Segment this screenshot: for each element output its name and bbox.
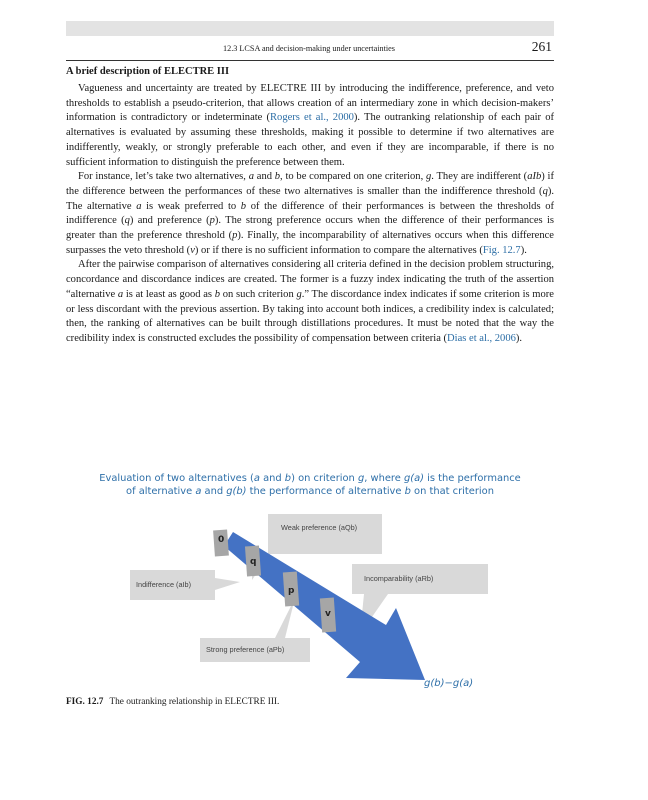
figure-caption-text: The outranking relationship in ELECTRE III. xyxy=(109,697,280,707)
axis-label: g(b)−g(a) xyxy=(424,678,474,689)
page-number: 261 xyxy=(531,39,552,54)
diagram-graphic xyxy=(120,510,520,700)
figure-title: Evaluation of two alternatives (a and b) on criterion g, where g(a) is the performance of alternative a and g(b) the performance of alternative b on that criterion xyxy=(99,473,521,497)
paragraph-3: After the pairwise comparison of alternatives considering all criteria defined in the decision problem structuring, concordance and discordance indices are created. The former is a fuzzy index indicating the truth of the assertion “alternative a is at least as good as b on such criterion g.” The discordance index indicates if some criterion is more or less discordant with the previous assertion. By taking into account both indices, a credibility index is calculated; then, the ranking of alternatives can be built through distillations procedures. It must be noted that the way the credibility index is constructed excludes the possibility of compensation between criteria (Dias et al., 2006). xyxy=(66,259,554,344)
callout-indifference: Indifference (aIb) xyxy=(136,580,192,589)
citation-dias[interactable]: Dias et al., 2006 xyxy=(447,332,516,344)
callout-strong: Strong preference (aPb) xyxy=(206,645,285,654)
paragraph-2: For instance, let’s take two alternatives, a and b, to be compared on one criterion, g. They are indifferent (aIb) if the difference between the performances of these two alternatives is smaller than the indifference threshold (q). The alternative a is weak preferred to b of the difference of their performances is between the thresholds of indifference (q) and preference (p). The strong preference occurs when the difference of their performances is greater than the preference threshold (p). Finally, the incomparability of alternatives occurs when this difference surpasses the veto threshold (v) or if there is no sufficient information to compare the alternatives (Fig. 12.7). xyxy=(66,171,554,256)
threshold-p: p xyxy=(288,586,295,596)
section-heading: A brief description of ELECTRE III xyxy=(66,66,230,77)
outranking-diagram xyxy=(120,510,520,700)
figure-caption xyxy=(66,697,279,707)
running-head xyxy=(66,39,552,56)
callout-weak: Weak preference (aQb) xyxy=(281,523,358,532)
citation-rogers[interactable]: Rogers et al., 2000 xyxy=(270,112,354,124)
figure-number: FIG. 12.7 xyxy=(66,697,104,707)
citation-fig[interactable]: Fig. 12.7 xyxy=(482,244,521,256)
paragraph-1: Vagueness and uncertainty are treated by ELECTRE III by introducing the indifference, preference, and veto thresholds to establish a pseudo-criterion, that allows creation of an intermediary zone in which decision-makers’ information is contradictory or indeterminate (Rogers et al., 2000). The outranking relationship of each pair of alternatives is evaluated by assuming these thresholds, making it possible to determine if two alternatives are indifferently, weakly, or strongly preferable to each other, and even if they are incomparable, if there is no sufficient information to distinguish the preference between them. xyxy=(66,83,554,168)
threshold-zero: 0 xyxy=(218,535,225,545)
threshold-v: v xyxy=(325,609,331,619)
body-text xyxy=(66,82,554,347)
running-title: 12.3 LCSA and decision-making under uncertainties xyxy=(223,44,395,53)
callout-incomparability: Incomparability (aRb) xyxy=(364,574,434,583)
threshold-q: q xyxy=(250,557,257,567)
header-rule xyxy=(66,60,554,61)
header-band xyxy=(66,21,554,36)
